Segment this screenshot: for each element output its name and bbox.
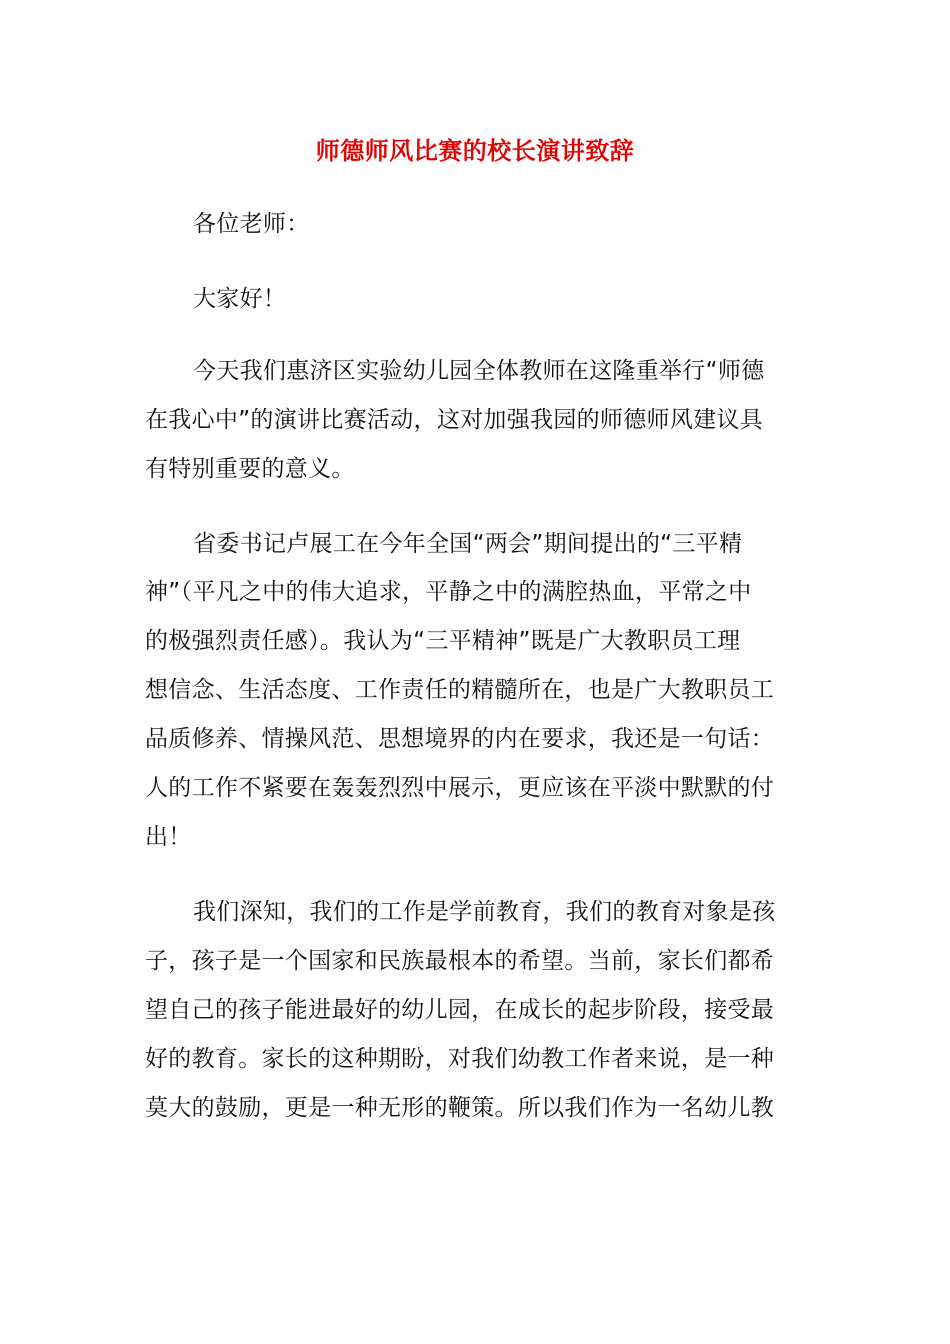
paragraph-2-line-1: 省委书记卢展工在今年全国“两会”期间提出的“三平精 bbox=[193, 531, 743, 557]
paragraph-2-line-6: 人的工作不紧要在轰轰烈烈中展示，更应该在平淡中默默的付 bbox=[145, 775, 775, 801]
paragraph-1-line-3: 有特别重要的意义。 bbox=[145, 456, 355, 482]
paragraph-3-line-3: 望自己的孩子能进最好的幼儿园，在成长的起步阶段，接受最 bbox=[145, 997, 775, 1023]
greeting-line: 大家好！ bbox=[193, 286, 287, 312]
paragraph-3-line-2: 子，孩子是一个国家和民族最根本的希望。当前，家长们都希 bbox=[145, 948, 775, 974]
paragraph-2-line-3: 的极强烈责任感）。我认为“三平精神”既是广大教职员工理 bbox=[145, 628, 741, 654]
paragraph-2-line-2: 神”（平凡之中的伟大追求，平静之中的满腔热血，平常之中 bbox=[145, 579, 752, 605]
paragraph-2-line-5: 品质修养、情操风范、思想境界的内在要求，我还是一句话： bbox=[145, 726, 775, 752]
paragraph-3-line-4: 好的教育。家长的这种期盼，对我们幼教工作者来说，是一种 bbox=[145, 1046, 775, 1072]
document-title: 师德师风比赛的校长演讲致辞 bbox=[315, 137, 635, 165]
paragraph-1-line-1: 今天我们惠济区实验幼儿园全体教师在这隆重举行“师德 bbox=[193, 358, 765, 384]
paragraph-2-line-7: 出！ bbox=[145, 824, 192, 850]
paragraph-1-line-2: 在我心中”的演讲比赛活动，这对加强我园的师德师风建议具 bbox=[145, 407, 764, 433]
paragraph-3-line-5: 莫大的鼓励，更是一种无形的鞭策。所以我们作为一名幼儿教 bbox=[145, 1095, 775, 1121]
paragraph-3-line-1: 我们深知，我们的工作是学前教育，我们的教育对象是孩 bbox=[193, 899, 776, 925]
paragraph-2-line-4: 想信念、生活态度、工作责任的精髓所在，也是广大教职员工 bbox=[145, 677, 775, 703]
salutation-line: 各位老师： bbox=[193, 211, 310, 237]
